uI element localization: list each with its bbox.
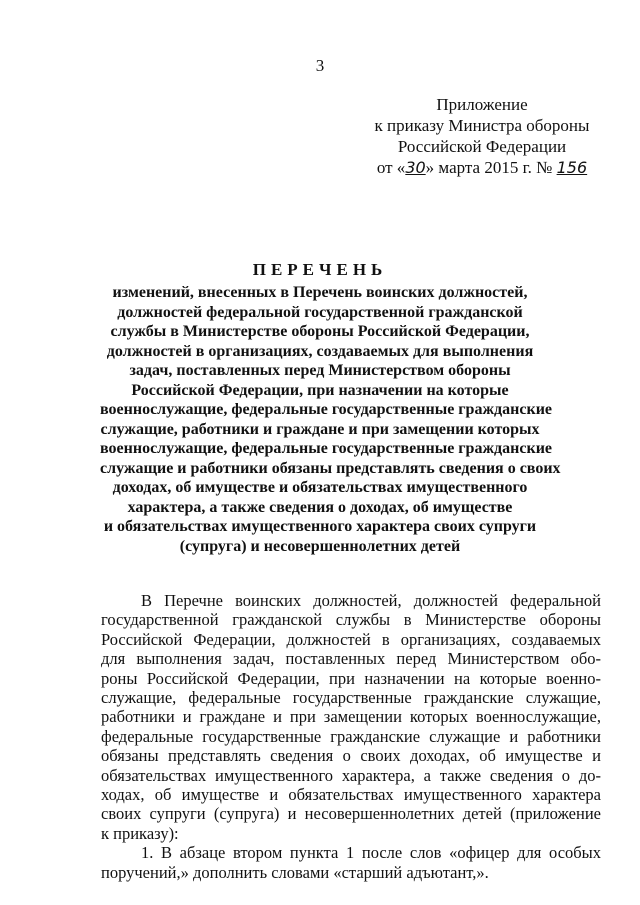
body-line: для выполнения задач, поставленных перед Министерством обо-: [101, 649, 601, 669]
body-line: 1. В абзаце втором пункта 1 после слов «офицер для особых: [141, 843, 601, 863]
body-line: В Перечне воинских должностей, должностей федеральной: [141, 591, 601, 610]
subtitle-line: доходах, об имуществе и обязательствах имущественного: [112, 479, 528, 496]
document-subtitle: [100, 283, 561, 556]
appendix-line-1: Приложение: [436, 95, 528, 114]
body-line: федеральные государственные гражданские служащие и работники: [101, 726, 601, 746]
subtitle-line: и обязательствах имущественного характера своих супруги: [103, 518, 537, 535]
handwritten-order-number: 156: [556, 158, 588, 177]
document-title: ПЕРЕЧЕНЬ: [252, 260, 388, 279]
body-line: Российской Федерации, должностей в организациях, создаваемых: [101, 629, 601, 649]
subtitle-line: военнослужащие, федеральные государственные гражданские: [100, 401, 553, 418]
body-line: работники и граждане и при замещении которых военнослужащие,: [101, 707, 601, 727]
document-body: [101, 591, 601, 882]
body-line: роны Российской Федерации, при назначении на которые военно-: [101, 668, 601, 688]
date-prefix: от «: [376, 158, 406, 177]
subtitle-line: (супруга) и несовершеннолетних детей: [179, 537, 461, 555]
body-line: своих супруги (супруга) и несовершеннолетних детей (приложение: [101, 804, 601, 824]
subtitle-line: изменений, внесенных в Перечень воинских должностей,: [112, 284, 528, 301]
subtitle-line: Российской Федерации, при назначении на которые: [131, 381, 509, 399]
appendix-header: [362, 94, 602, 178]
body-line: обязательствах имущественного характера, а также сведения о до-: [101, 765, 601, 785]
handwritten-day: 30: [405, 158, 426, 177]
subtitle-line: должностей в организациях, создаваемых для выполнения: [106, 342, 534, 360]
body-line: служащие, федеральные государственные гражданские служащие,: [101, 688, 601, 708]
body-line: ходах, об имуществе и обязательствах имущественного характера: [101, 785, 601, 805]
body-line: обязаны представлять сведения о своих доходах, об имуществе и: [101, 746, 601, 766]
date-middle: » марта 2015 г. №: [425, 158, 553, 177]
subtitle-line: служащие, работники и граждане и при замещении которых: [100, 420, 540, 438]
subtitle-line: служащие и работники обязаны представлять сведения о своих: [100, 459, 561, 477]
page-number: 3: [315, 56, 325, 75]
body-line: к приказу):: [101, 823, 179, 843]
body-line: поручений,» дополнить словами «старший адъютант,».: [101, 862, 489, 882]
appendix-line-3: Российской Федерации: [397, 137, 567, 156]
subtitle-line: должностей федеральной государственной гражданской: [117, 303, 523, 321]
appendix-line-2: к приказу Министра обороны: [374, 116, 590, 135]
subtitle-line: военнослужащие, федеральные государственные гражданские: [100, 440, 553, 457]
body-line: государственной гражданской службы в Министерстве обороны: [101, 610, 601, 630]
subtitle-line: задач, поставленных перед Министерством обороны: [129, 362, 511, 379]
subtitle-line: характера, а также сведения о доходах, об имуществе: [127, 498, 513, 516]
order-date-line: [362, 157, 602, 178]
subtitle-line: службы в Министерстве обороны Российской Федерации,: [110, 323, 530, 340]
